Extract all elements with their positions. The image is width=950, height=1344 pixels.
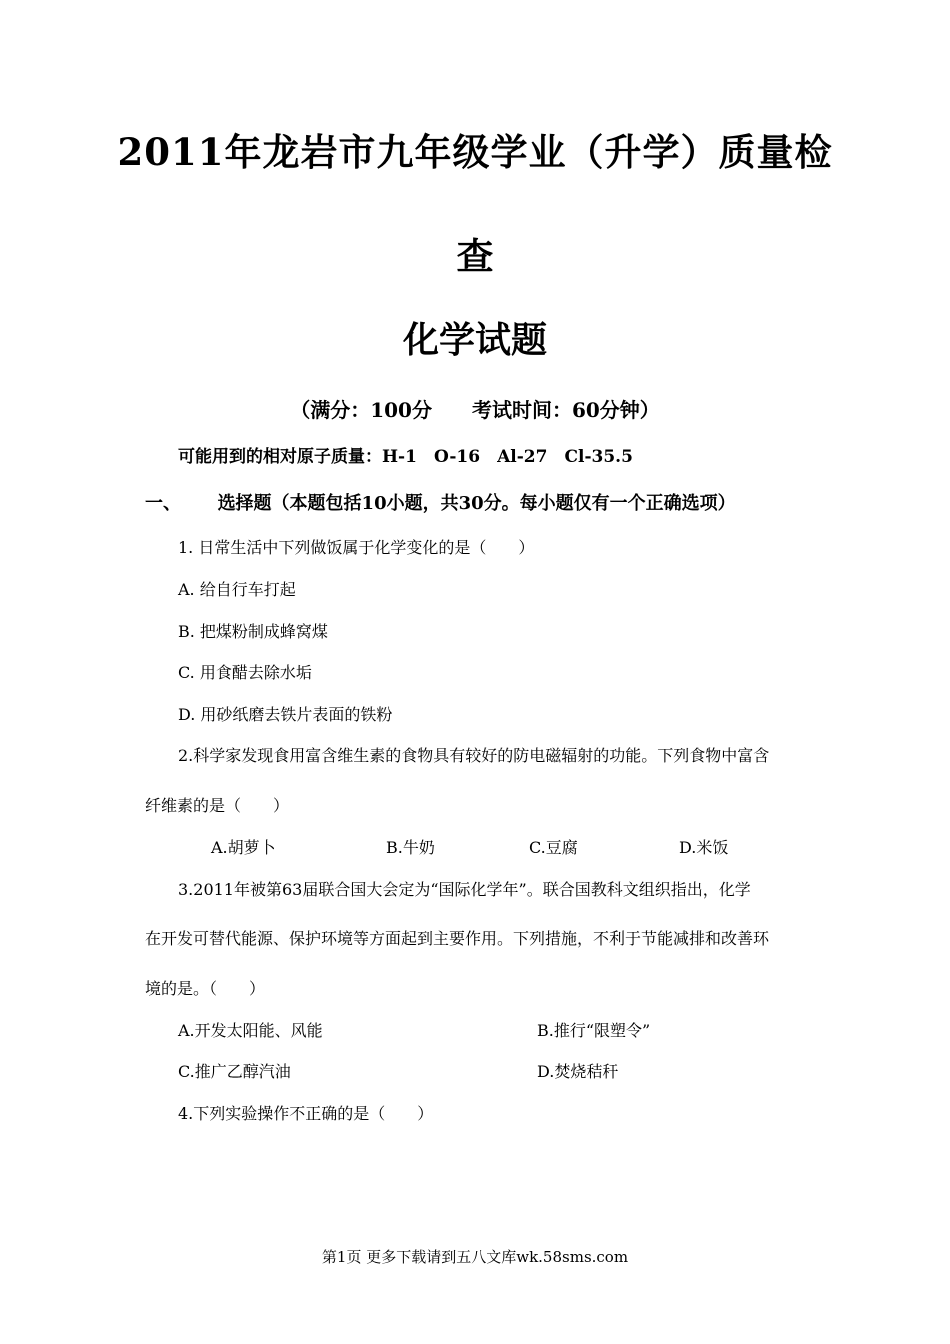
section-title: 选择题（本题包括10小题，共30分。每小题仅有一个正确选项） — [217, 493, 736, 514]
question-2-option-c: C.豆腐 — [529, 838, 578, 857]
section-number: 一、 — [145, 493, 181, 514]
question-1-stem: 1. 日常生活中下列做饭属于化学变化的是（ ） — [178, 538, 535, 557]
section-heading — [145, 489, 736, 515]
question-3-option-b: B.推行“限塑令” — [537, 1021, 651, 1040]
question-1-option-c: C. 用食醋去除水垢 — [178, 663, 312, 682]
document-title-continued: 查 — [456, 234, 494, 278]
question-3-stem-line-1: 3.2011年被第63届联合国大会定为“国际化学年”。联合国教科文组织指出，化学 — [178, 880, 751, 899]
page-footer: 第1页 更多下载请到五八文库wk.58sms.com — [321, 1248, 629, 1266]
question-3-option-d: D.焚烧秸秆 — [537, 1062, 619, 1081]
atomic-mass-note: 可能用到的相对原子质量：H-1 O-16 Al-27 Cl-35.5 — [178, 447, 633, 467]
document-title: 2011年龙岩市九年级学业（升学）质量检 — [117, 130, 833, 174]
question-3-stem-line-2: 在开发可替代能源、保护环境等方面起到主要作用。下列措施，不利于节能减排和改善环 — [145, 929, 770, 948]
question-3-option-c: C.推广乙醇汽油 — [178, 1062, 291, 1081]
question-2-option-d: D.米饭 — [679, 838, 729, 857]
question-1-option-b: B. 把煤粉制成蜂窝煤 — [178, 622, 328, 641]
question-2-stem-line-1: 2.科学家发现食用富含维生素的食物具有较好的防电磁辐射的功能。下列食物中富含 — [178, 746, 770, 765]
question-1-option-a: A. 给自行车打起 — [178, 580, 296, 599]
question-2-stem-line-2: 纤维素的是（ ） — [145, 796, 290, 815]
question-3-option-a: A.开发太阳能、风能 — [178, 1021, 323, 1040]
question-2-option-a: A.胡萝卜 — [211, 838, 276, 857]
score-info: （满分：100分 考试时间：60分钟） — [290, 398, 660, 422]
question-4-stem: 4.下列实验操作不正确的是（ ） — [178, 1104, 434, 1123]
question-2-option-b: B.牛奶 — [386, 838, 435, 857]
question-1-option-d: D. 用砂纸磨去铁片表面的铁粉 — [178, 705, 393, 724]
question-3-stem-line-3: 境的是。（ ） — [145, 979, 266, 998]
subject-title: 化学试题 — [402, 320, 547, 361]
